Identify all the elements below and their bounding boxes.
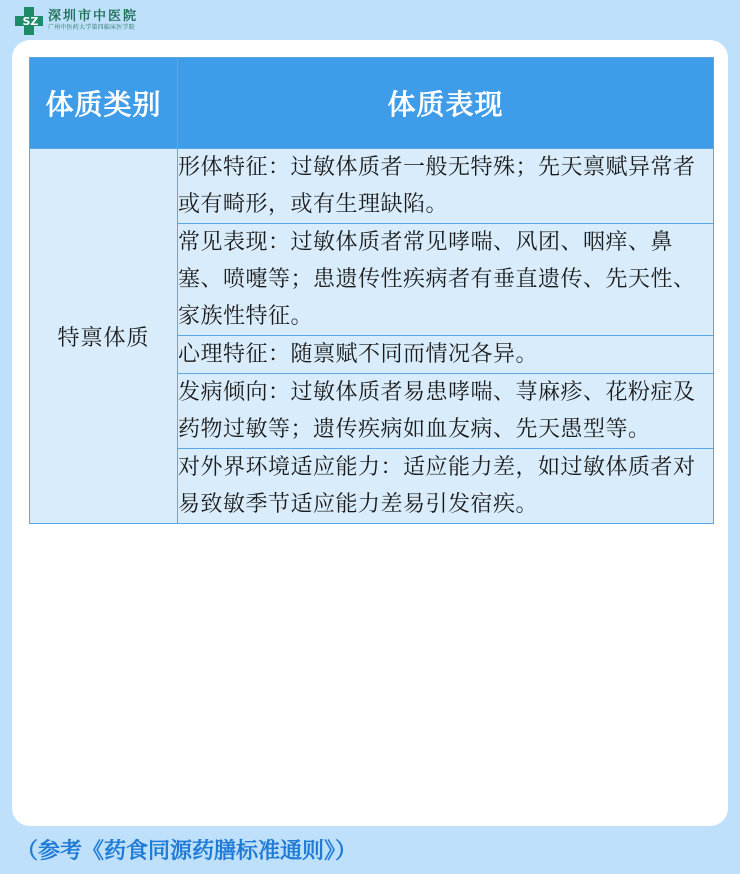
category-cell: 特禀体质 [30,149,178,524]
table-row: 对外界环境适应能力：适应能力差，如过敏体质者对易致敏季节适应能力差易引发宿疾。 [178,449,714,524]
hospital-name: 深圳市中医院 [48,9,139,24]
constitution-table [29,57,714,524]
table-row: 形体特征：过敏体质者一般无特殊；先天禀赋异常者或有畸形，或有生理缺陷。 [178,149,714,224]
content-card [12,40,728,826]
table-row: 发病倾向：过敏体质者易患哮喘、荨麻疹、花粉症及药物过敏等；遗传疾病如血友病、先天愚型等。 [178,374,714,449]
header-category: 体质类别 [30,58,178,149]
table-row: 常见表现：过敏体质者常见哮喘、风团、咽痒、鼻塞、喷嚏等；患遗传性疾病者有垂直遗传、先天性、家族性特征。 [178,224,714,336]
reference-note: （参考《药食同源药膳标准通则》） [16,839,358,864]
hospital-emblem-icon [14,6,44,36]
hospital-logo [14,6,138,36]
header-manifestation: 体质表现 [178,58,714,149]
logo-letters: SZ [22,15,39,28]
table-row: 心理特征：随禀赋不同而情况各异。 [178,336,714,374]
hospital-subtitle: 广州中医药大学第四临床医学院 [48,24,135,31]
